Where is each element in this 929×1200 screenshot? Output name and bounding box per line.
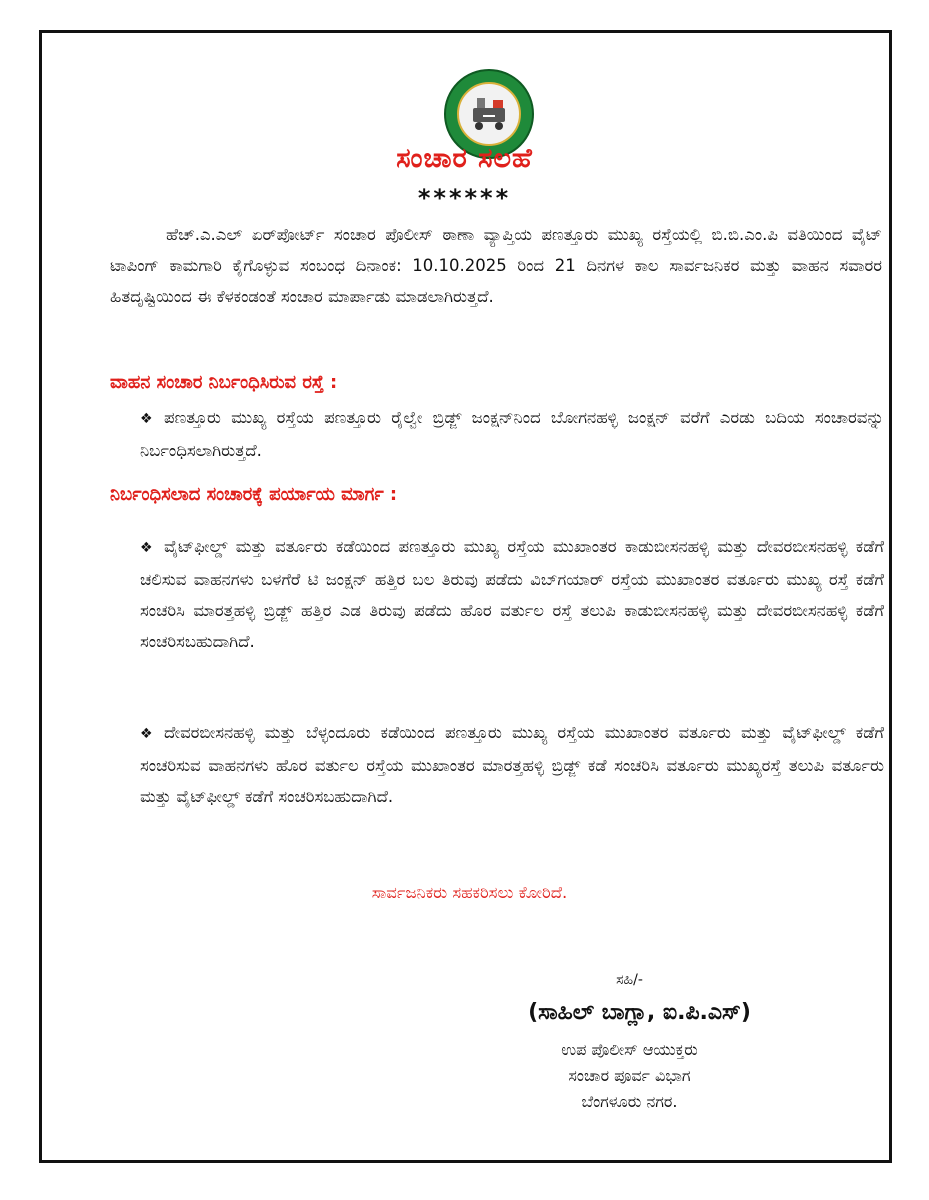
signature-sd: ಸಹಿ/- [616, 972, 643, 988]
signatory-name: (ಸಾಹಿಲ್ ಬಾಗ್ಲಾ, ಐ.ಪಿ.ಎಸ್) [528, 1000, 751, 1025]
bullet-text: ವೈಟ್‌ಫೀಲ್ಡ್ ಮತ್ತು ವರ್ತೂರು ಕಡೆಯಿಂದ ಪಣತ್ತೂರು ಮುಖ್ಯ ರಸ್ತೆಯ ಮುಖಾಂತರ ಕಾಡುಬೀಸನಹಳ್ಳಿ ಮತ್ತು ದೇವರಬೀಸನಹಳ್ಳಿ ಕಡೆಗೆ ಚಲಿಸುವ ವಾಹನಗಳು ಬಳಗೆರೆ ಟಿ ಜಂಕ್ಷನ್ ಹತ್ತಿರ ಬಲ ತಿರುವು ಪಡೆದು ವಿಬ್‌ಗಯಾರ್ ರಸ್ತೆಯ ಮುಖಾಂತರ ವರ್ತೂರು ಮುಖ್ಯ ರಸ್ತೆ ಕಡೆಗೆ ಸಂಚರಿಸಿ ಮಾರತ್ತಹಳ್ಳಿ ಬ್ರಿಡ್ಜ್ ಹತ್ತಿರ ಎಡ ತಿರುವು ಪಡೆದು ಹೊರ ವರ್ತುಲ ರಸ್ತೆ ತಲುಪಿ ಕಾಡುಬೀಸನಹಳ್ಳಿ ಮತ್ತು ದೇವರಬೀಸನಹಳ್ಳಿ ಕಡೆಗೆ ಸಂಚರಿಸಬಹುದಾಗಿದೆ. [140, 537, 884, 651]
list-item [140, 717, 884, 812]
restricted-road-heading: ವಾಹನ ಸಂಚಾರ ನಿರ್ಬಂಧಿಸಿರುವ ರಸ್ತೆ : [110, 372, 338, 393]
intro-paragraph [110, 219, 882, 312]
diamond-bullet-icon: ❖ [140, 540, 153, 556]
diamond-bullet-icon: ❖ [140, 726, 153, 742]
title-separator: ****** [417, 184, 512, 212]
public-cooperation-request: ಸಾರ್ವಜನಿಕರು ಸಹಕರಿಸಲು ಕೋರಿದೆ. [371, 883, 568, 902]
signatory-designation: ಉಪ ಪೊಲೀಸ್ ಆಯುಕ್ತರು [561, 1040, 698, 1059]
diamond-bullet-icon: ❖ [140, 411, 153, 427]
signatory-city: ಬೆಂಗಳೂರು ನಗರ. [581, 1092, 678, 1111]
intro-text: ಹೆಚ್.ಎ.ಎಲ್ ಏರ್‌ಪೋರ್ಟ್ ಸಂಚಾರ ಪೊಲೀಸ್ ಠಾಣಾ ವ್ಯಾಪ್ತಿಯ ಪಣತ್ತೂರು ಮುಖ್ಯ ರಸ್ತೆಯಲ್ಲಿ ಬಿ.ಬಿ.ಎಂ.ಪಿ ವತಿಯಿಂದ ವೈಟ್ ಟಾಪಿಂಗ್ ಕಾಮಗಾರಿ ಕೈಗೊಳ್ಳುವ ಸಂಬಂಧ ದಿನಾಂಕ: 10.10.2025 ರಿಂದ 21 ದಿನಗಳ ಕಾಲ ಸಾರ್ವಜನಿಕರ ಮತ್ತು ವಾಹನ ಸವಾರರ ಹಿತದೃಷ್ಟಿಯಿಂದ ಈ ಕೆಳಕಂಡಂತೆ ಸಂಚಾರ ಮಾರ್ಪಾಡು ಮಾಡಲಾಗಿರುತ್ತದೆ. [110, 225, 882, 306]
list-item [140, 402, 884, 466]
page-title: ಸಂಚಾರ ಸಲಹೆ [396, 143, 533, 174]
bullet-text: ಪಣತ್ತೂರು ಮುಖ್ಯ ರಸ್ತೆಯ ಪಣತ್ತೂರು ರೈಲ್ವೇ ಬ್ರಿಡ್ಜ್ ಜಂಕ್ಷನ್‌ನಿಂದ ಬೋಗನಹಳ್ಳಿ ಜಂಕ್ಷನ್ ವರೆಗೆ ಎರಡು ಬದಿಯ ಸಂಚಾರವನ್ನು ನಿರ್ಬಂಧಿಸಲಾಗಿರುತ್ತದೆ. [140, 408, 884, 460]
bullet-text: ದೇವರಬೀಸನಹಳ್ಳಿ ಮತ್ತು ಬೆಳ್ಳಂದೂರು ಕಡೆಯಿಂದ ಪಣತ್ತೂರು ಮುಖ್ಯ ರಸ್ತೆಯ ಮುಖಾಂತರ ವರ್ತೂರು ಮತ್ತು ವೈಟ್‌ಫೀಲ್ಡ್ ಕಡೆಗೆ ಸಂಚರಿಸುವ ವಾಹನಗಳು ಹೊರ ವರ್ತುಲ ರಸ್ತೆಯ ಮುಖಾಂತರ ಮಾರತ್ತಹಳ್ಳಿ ಬ್ರಿಡ್ಜ್ ಕಡೆ ಸಂಚರಿಸಿ ವರ್ತೂರು ಮುಖ್ಯರಸ್ತೆ ತಲುಪಿ ವರ್ತೂರು ಮತ್ತು ವೈಟ್‌ಫೀಲ್ಡ್ ಕಡೆಗೆ ಸಂಚರಿಸಬಹುದಾಗಿದೆ. [140, 723, 884, 806]
list-item [140, 531, 884, 657]
signatory-division: ಸಂಚಾರ ಪೂರ್ವ ವಿಭಾಗ [568, 1066, 691, 1085]
alternate-route-heading: ನಿರ್ಬಂಧಿಸಲಾದ ಸಂಚಾರಕ್ಕೆ ಪರ್ಯಾಯ ಮಾರ್ಗ : [110, 484, 398, 505]
